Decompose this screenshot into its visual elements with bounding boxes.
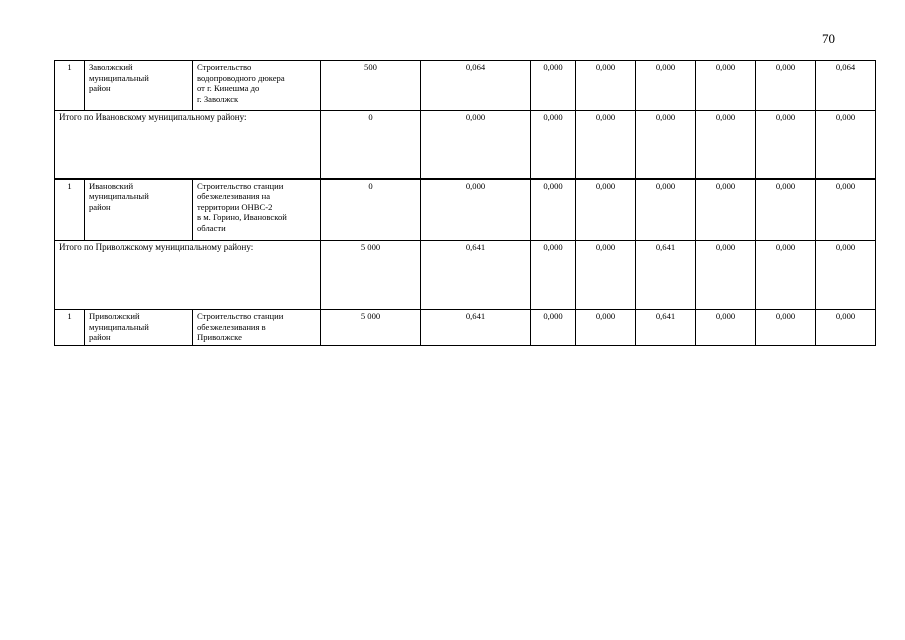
- description-line: территории ОНВС-2: [197, 201, 273, 212]
- value-cell: 0: [321, 111, 421, 179]
- description-line: водопроводного дюкера: [197, 72, 285, 83]
- value-cell: 0,000: [531, 179, 576, 241]
- description-cell: [193, 310, 321, 346]
- value-cell: 0,000: [531, 310, 576, 346]
- district-line: Приволжский: [89, 311, 140, 321]
- table-row: [55, 61, 876, 111]
- value-cell: 0,000: [756, 241, 816, 310]
- total-row: [55, 111, 876, 179]
- total-label: Итого по Ивановскому муниципальному району:: [55, 111, 321, 179]
- value-cell: 0,000: [696, 310, 756, 346]
- row-index: 1: [55, 179, 85, 241]
- description-line: г. Заволжск: [197, 93, 239, 104]
- table-row: [55, 310, 876, 346]
- description-line: Приволжске: [197, 332, 242, 343]
- district-cell: [85, 310, 193, 346]
- page-number: 70: [822, 31, 835, 46]
- value-cell: 0,064: [816, 61, 876, 111]
- value-cell: 0,641: [421, 310, 531, 346]
- value-cell: 0,000: [636, 61, 696, 111]
- district-line: муниципальный: [89, 191, 149, 202]
- district-line: муниципальный: [89, 321, 149, 332]
- district-line: район: [89, 332, 111, 343]
- value-cell: 0,000: [576, 61, 636, 111]
- row-index: 1: [55, 310, 85, 346]
- value-cell: 0,000: [531, 61, 576, 111]
- description-line: в м. Горино, Ивановской: [197, 212, 287, 223]
- row-index: 1: [55, 61, 85, 111]
- value-cell: 0,000: [696, 61, 756, 111]
- description-cell: [193, 179, 321, 241]
- value-cell: 0,000: [576, 179, 636, 241]
- value-cell: 0,000: [816, 241, 876, 310]
- description-line: от г. Кинешма до: [197, 83, 260, 94]
- value-cell: 0,000: [756, 179, 816, 241]
- district-line: Заволжский: [89, 62, 133, 72]
- value-cell: 0,000: [816, 310, 876, 346]
- investment-table: [54, 60, 876, 346]
- description-cell: [193, 61, 321, 111]
- description-line: обезжелезивания в: [197, 321, 266, 332]
- description-line: обезжелезивания на: [197, 191, 271, 202]
- value-cell: 0,000: [816, 111, 876, 179]
- value-cell: 5 000: [321, 241, 421, 310]
- total-row: [55, 241, 876, 310]
- district-cell: [85, 179, 193, 241]
- description-line: Строительство: [197, 62, 252, 72]
- value-cell: 0,000: [531, 111, 576, 179]
- value-cell: 0,641: [421, 241, 531, 310]
- value-cell: 0,000: [576, 310, 636, 346]
- district-line: район: [89, 83, 111, 94]
- value-cell: 5 000: [321, 310, 421, 346]
- value-cell: 0,000: [576, 111, 636, 179]
- value-cell: 0,000: [421, 111, 531, 179]
- value-cell: 0,000: [756, 61, 816, 111]
- value-cell: 0,000: [756, 111, 816, 179]
- value-cell: 0,000: [696, 241, 756, 310]
- value-cell: 0,000: [756, 310, 816, 346]
- district-line: район: [89, 201, 111, 212]
- value-cell: 0,641: [636, 241, 696, 310]
- value-cell: 0,641: [636, 310, 696, 346]
- district-cell: [85, 61, 193, 111]
- district-line: муниципальный: [89, 72, 149, 83]
- value-cell: 0,000: [696, 179, 756, 241]
- value-cell: 0,000: [576, 241, 636, 310]
- district-line: Ивановский: [89, 180, 134, 191]
- value-cell: 0,000: [636, 111, 696, 179]
- value-cell: 500: [321, 61, 421, 111]
- value-cell: 0: [321, 179, 421, 241]
- description-line: области: [197, 222, 226, 233]
- value-cell: 0,000: [636, 179, 696, 241]
- value-cell: 0,064: [421, 61, 531, 111]
- description-line: Строительство станции: [197, 311, 284, 321]
- description-line: Строительство станции: [197, 180, 284, 191]
- value-cell: 0,000: [421, 179, 531, 241]
- total-label: Итого по Приволжскому муниципальному району:: [55, 241, 321, 310]
- value-cell: 0,000: [531, 241, 576, 310]
- table-row: [55, 179, 876, 241]
- value-cell: 0,000: [696, 111, 756, 179]
- value-cell: 0,000: [816, 179, 876, 241]
